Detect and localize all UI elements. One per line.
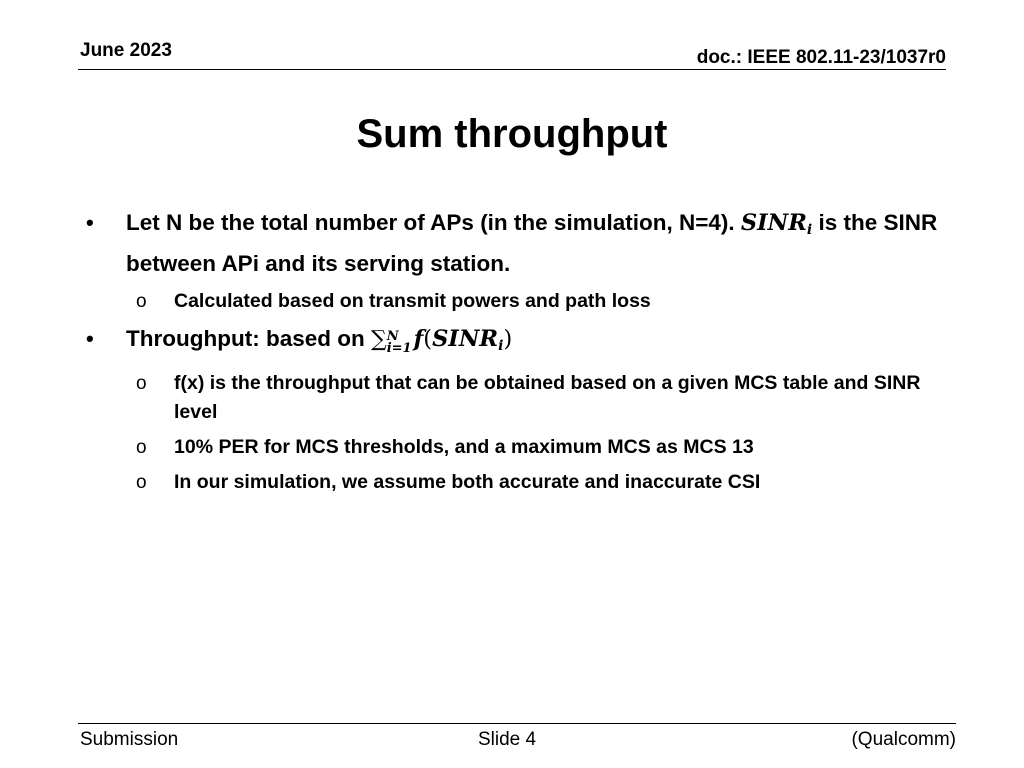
header-date: June 2023 [80, 40, 172, 61]
header-divider [78, 69, 946, 70]
bullet-1 [80, 206, 950, 281]
sub-bullet-marker: o [136, 291, 147, 312]
footer-divider [78, 723, 956, 724]
bullet-1-sub-1 [80, 287, 950, 316]
bullet-2-sub-3 [80, 468, 950, 497]
bullet-2-sub-2-text: 10% PER for MCS thresholds, and a maximum MCS as MCS 13 [174, 436, 754, 458]
bullet-1-sub-1-text: Calculated based on transmit powers and path loss [174, 290, 651, 312]
header-doc-id: doc.: IEEE 802.11-23/1037r0 [696, 47, 946, 68]
bullet-1-text-after: is the SINR between APi and its serving station. [126, 210, 938, 276]
sum-function: $f(SINR_i)$ [413, 326, 513, 354]
bullet-2-sub-1-text: f(x) is the throughput that can be obtained based on a given MCS table and SINR level [174, 372, 921, 423]
footer-company: (Qualcomm) [851, 729, 956, 750]
slide-body [80, 206, 950, 497]
bullet-marker: • [86, 210, 94, 235]
sum-limits: N i=1 [386, 329, 412, 356]
sub-bullet-marker: o [136, 472, 147, 493]
bullet-2-sub-2 [80, 433, 950, 462]
bullet-2 [80, 322, 950, 363]
bullet-2-sub-3-text: In our simulation, we assume both accurate and inaccurate CSI [174, 471, 761, 493]
sum-symbol: ∑ [370, 327, 387, 352]
bullet-1-math-sinr: $SINR_i$ [740, 210, 813, 238]
slide-title: Sum throughput [356, 112, 668, 156]
sub-bullet-marker: o [136, 373, 147, 394]
bullet-marker: • [86, 326, 94, 351]
footer-submission: Submission [80, 729, 179, 750]
bullet-2-sum-formula [370, 326, 513, 356]
footer-slide-number: Slide 4 [478, 729, 537, 750]
bullet-2-text-before: Throughput: based on [126, 326, 365, 351]
bullet-2-sub-1 [80, 369, 950, 427]
sub-bullet-marker: o [136, 437, 147, 458]
bullet-1-text-before: Let N be the total number of APs (in the simulation, N=4). [126, 210, 735, 235]
